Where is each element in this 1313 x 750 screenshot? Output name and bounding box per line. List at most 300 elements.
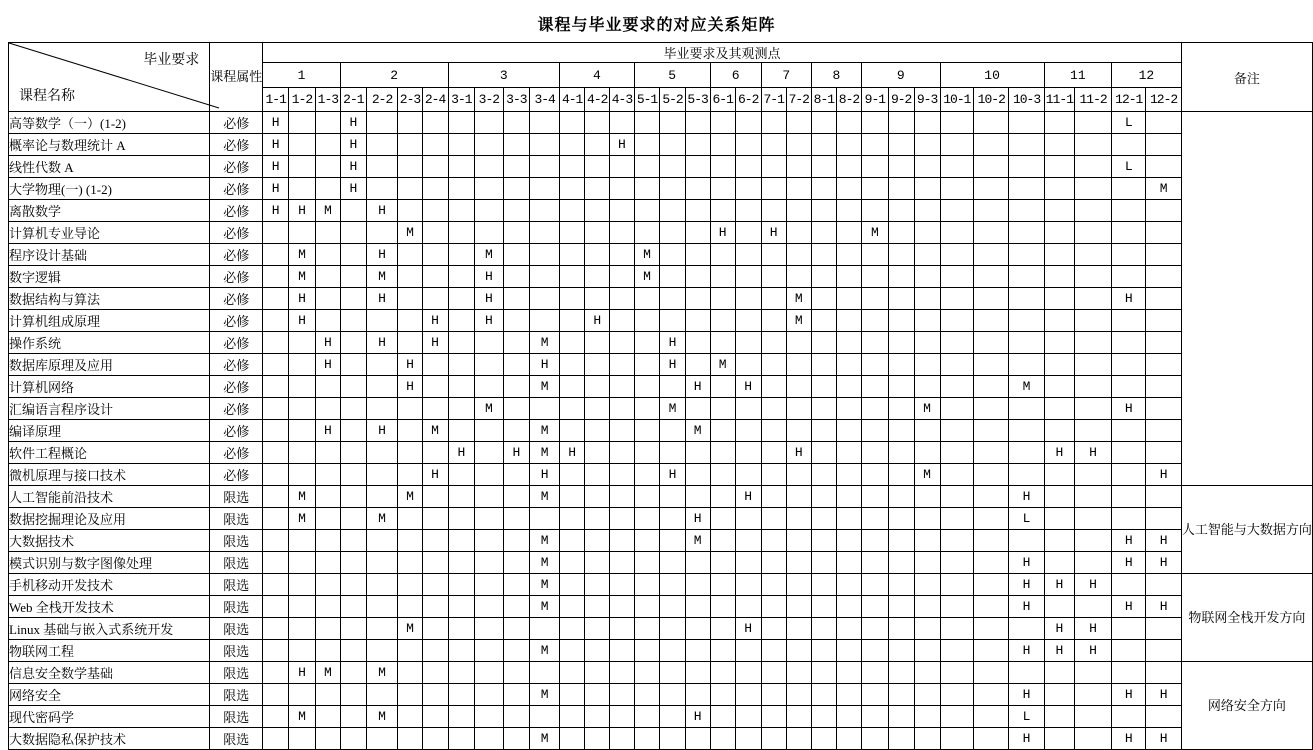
mark-cell — [888, 200, 914, 222]
mark-cell — [685, 486, 710, 508]
course-attr-cell: 必修 — [210, 112, 263, 134]
mark-cell — [735, 662, 761, 684]
mark-cell — [289, 530, 316, 552]
mark-cell — [685, 244, 710, 266]
mark-cell — [1075, 310, 1112, 332]
mark-cell — [1146, 508, 1181, 530]
group-header-cell: 2 — [340, 63, 448, 88]
mark-cell — [448, 112, 475, 134]
table-row — [9, 134, 1313, 156]
mark-cell: L — [1112, 156, 1146, 178]
mark-cell — [634, 222, 660, 244]
mark-cell — [888, 354, 914, 376]
mark-cell — [811, 266, 836, 288]
mark-cell — [634, 574, 660, 596]
table-row — [9, 420, 1313, 442]
mark-cell — [660, 442, 685, 464]
mark-cell — [974, 662, 1009, 684]
mark-cell — [315, 728, 340, 750]
page-title: 课程与毕业要求的对应关系矩阵 — [537, 17, 776, 34]
group-header-cell: 11 — [1044, 63, 1111, 88]
mark-cell — [735, 112, 761, 134]
mark-cell — [1044, 684, 1074, 706]
mark-cell — [289, 596, 316, 618]
mark-cell — [448, 596, 475, 618]
mark-cell — [610, 156, 634, 178]
mark-cell — [974, 244, 1009, 266]
mark-cell: M — [289, 266, 316, 288]
mark-cell — [315, 310, 340, 332]
subcol-header-cell: 4-3 — [610, 88, 634, 112]
mark-cell — [634, 332, 660, 354]
mark-cell — [1009, 288, 1044, 310]
mark-cell — [1075, 332, 1112, 354]
mark-cell — [503, 112, 530, 134]
mark-cell — [585, 178, 610, 200]
mark-cell — [862, 486, 889, 508]
mark-cell — [634, 640, 660, 662]
table-row — [9, 442, 1313, 464]
mark-cell — [940, 398, 974, 420]
mark-cell — [560, 706, 585, 728]
mark-cell — [530, 706, 560, 728]
mark-cell — [398, 200, 422, 222]
mark-cell — [836, 464, 861, 486]
mark-cell — [585, 574, 610, 596]
mark-cell: H — [422, 464, 448, 486]
mark-cell — [660, 222, 685, 244]
mark-cell — [398, 156, 422, 178]
mark-cell — [560, 530, 585, 552]
mark-cell — [340, 640, 366, 662]
mark-cell — [710, 420, 735, 442]
course-name-cell: 物联网工程 — [9, 640, 210, 662]
mark-cell — [315, 244, 340, 266]
mark-cell: H — [1044, 442, 1074, 464]
mark-cell — [836, 200, 861, 222]
mark-cell — [475, 332, 503, 354]
mark-cell — [503, 376, 530, 398]
mark-cell — [340, 442, 366, 464]
mark-cell — [811, 618, 836, 640]
mark-cell — [940, 178, 974, 200]
mark-cell — [610, 112, 634, 134]
table-row — [9, 398, 1313, 420]
mark-cell — [530, 200, 560, 222]
mark-cell — [1075, 178, 1112, 200]
mark-cell — [685, 574, 710, 596]
mark-cell — [974, 684, 1009, 706]
mark-cell — [448, 464, 475, 486]
mark-cell — [398, 420, 422, 442]
mark-cell — [585, 244, 610, 266]
mark-cell — [448, 618, 475, 640]
mark-cell — [811, 530, 836, 552]
mark-cell — [974, 552, 1009, 574]
subcol-header-cell: 7-2 — [786, 88, 811, 112]
mark-cell — [1146, 640, 1181, 662]
mark-cell — [862, 244, 889, 266]
mark-cell — [940, 706, 974, 728]
mark-cell — [634, 442, 660, 464]
mark-cell — [340, 332, 366, 354]
mark-cell — [503, 508, 530, 530]
subcol-header-cell: 5-1 — [634, 88, 660, 112]
mark-cell — [836, 486, 861, 508]
mark-cell — [836, 244, 861, 266]
mark-cell — [448, 310, 475, 332]
mark-cell: H — [530, 464, 560, 486]
table-row — [9, 288, 1313, 310]
mark-cell — [475, 596, 503, 618]
mark-cell — [366, 618, 398, 640]
mark-cell: H — [1146, 728, 1181, 750]
mark-cell — [660, 486, 685, 508]
mark-cell: L — [1009, 508, 1044, 530]
course-name-cell: 软件工程概论 — [9, 442, 210, 464]
course-attr-cell: 必修 — [210, 376, 263, 398]
mark-cell — [862, 508, 889, 530]
mark-cell: M — [862, 222, 889, 244]
course-attr-cell: 限选 — [210, 574, 263, 596]
mark-cell — [610, 596, 634, 618]
mark-cell — [974, 266, 1009, 288]
course-attr-cell: 必修 — [210, 332, 263, 354]
mark-cell: M — [398, 222, 422, 244]
mark-cell — [914, 288, 940, 310]
course-attr-cell: 必修 — [210, 354, 263, 376]
mark-cell — [530, 244, 560, 266]
mark-cell — [1146, 266, 1181, 288]
mark-cell — [1009, 662, 1044, 684]
mark-cell — [974, 354, 1009, 376]
mark-cell — [585, 332, 610, 354]
mark-cell: H — [503, 442, 530, 464]
course-attr-cell: 限选 — [210, 530, 263, 552]
mark-cell — [836, 178, 861, 200]
course-name-cell: 线性代数 A — [9, 156, 210, 178]
mark-cell — [315, 618, 340, 640]
group-header-cell: 10 — [940, 63, 1044, 88]
mark-cell — [735, 310, 761, 332]
mark-cell — [422, 596, 448, 618]
mark-cell — [660, 112, 685, 134]
mark-cell — [585, 508, 610, 530]
mark-cell — [289, 222, 316, 244]
mark-cell — [503, 398, 530, 420]
course-name-cell: 数据挖掘理论及应用 — [9, 508, 210, 530]
mark-cell — [610, 706, 634, 728]
table-row — [9, 684, 1313, 706]
mark-cell — [685, 640, 710, 662]
mark-cell — [289, 332, 316, 354]
mark-cell — [685, 354, 710, 376]
mark-cell — [914, 574, 940, 596]
mark-cell — [974, 134, 1009, 156]
mark-cell — [263, 266, 289, 288]
mark-cell — [914, 596, 940, 618]
table-row — [9, 596, 1313, 618]
mark-cell — [1112, 442, 1146, 464]
mark-cell — [1044, 596, 1074, 618]
mark-cell — [1146, 706, 1181, 728]
mark-cell — [660, 178, 685, 200]
mark-cell — [1009, 222, 1044, 244]
mark-cell — [685, 266, 710, 288]
course-name-cell: 计算机组成原理 — [9, 310, 210, 332]
mark-cell — [634, 354, 660, 376]
mark-cell — [1075, 486, 1112, 508]
mark-cell — [422, 178, 448, 200]
matrix-table — [8, 42, 1313, 750]
mark-cell — [862, 596, 889, 618]
mark-cell — [585, 442, 610, 464]
mark-cell — [448, 640, 475, 662]
mark-cell — [1075, 200, 1112, 222]
mark-cell — [475, 706, 503, 728]
mark-cell — [761, 420, 786, 442]
mark-cell — [560, 728, 585, 750]
table-row — [9, 574, 1313, 596]
mark-cell: H — [1009, 640, 1044, 662]
mark-cell — [811, 596, 836, 618]
mark-cell: H — [315, 354, 340, 376]
mark-cell — [974, 288, 1009, 310]
mark-cell — [862, 618, 889, 640]
mark-cell — [340, 662, 366, 684]
table-row — [9, 640, 1313, 662]
mark-cell — [735, 640, 761, 662]
mark-cell — [1146, 618, 1181, 640]
mark-cell — [560, 200, 585, 222]
mark-cell — [315, 222, 340, 244]
mark-cell — [398, 530, 422, 552]
mark-cell: H — [530, 354, 560, 376]
mark-cell — [862, 156, 889, 178]
mark-cell: H — [1009, 728, 1044, 750]
mark-cell — [585, 640, 610, 662]
mark-cell — [315, 552, 340, 574]
mark-cell — [610, 310, 634, 332]
mark-cell — [263, 244, 289, 266]
mark-cell — [398, 112, 422, 134]
mark-cell — [340, 464, 366, 486]
mark-cell — [366, 354, 398, 376]
mark-cell — [685, 112, 710, 134]
mark-cell — [340, 508, 366, 530]
group-header-cell: 3 — [448, 63, 560, 88]
mark-cell — [398, 134, 422, 156]
mark-cell — [289, 354, 316, 376]
mark-cell — [560, 464, 585, 486]
mark-cell: L — [1009, 706, 1044, 728]
mark-cell: M — [530, 596, 560, 618]
course-attr-cell: 必修 — [210, 464, 263, 486]
mark-cell — [448, 332, 475, 354]
mark-cell — [914, 266, 940, 288]
mark-cell — [475, 156, 503, 178]
mark-cell: M — [289, 486, 316, 508]
mark-cell — [263, 684, 289, 706]
mark-cell — [475, 486, 503, 508]
mark-cell: M — [366, 508, 398, 530]
subcol-header-cell: 9-2 — [888, 88, 914, 112]
mark-cell — [503, 266, 530, 288]
subcol-header-cell: 8-2 — [836, 88, 861, 112]
mark-cell — [735, 684, 761, 706]
mark-cell — [1044, 332, 1074, 354]
mark-cell — [398, 684, 422, 706]
mark-cell — [1146, 222, 1181, 244]
course-attr-cell: 必修 — [210, 134, 263, 156]
course-attr-cell: 限选 — [210, 640, 263, 662]
mark-cell — [836, 112, 861, 134]
mark-cell — [974, 200, 1009, 222]
table-row — [9, 354, 1313, 376]
mark-cell: L — [1112, 112, 1146, 134]
mark-cell — [503, 706, 530, 728]
mark-cell — [610, 574, 634, 596]
mark-cell — [735, 156, 761, 178]
mark-cell — [1044, 200, 1074, 222]
mark-cell — [422, 728, 448, 750]
mark-cell — [862, 574, 889, 596]
mark-cell: H — [289, 200, 316, 222]
mark-cell — [634, 728, 660, 750]
mark-cell — [503, 684, 530, 706]
mark-cell: H — [585, 310, 610, 332]
mark-cell: H — [263, 178, 289, 200]
mark-cell — [660, 376, 685, 398]
mark-cell — [811, 706, 836, 728]
mark-cell — [735, 420, 761, 442]
mark-cell — [862, 112, 889, 134]
mark-cell — [475, 134, 503, 156]
mark-cell — [1044, 530, 1074, 552]
mark-cell — [1009, 244, 1044, 266]
mark-cell — [1044, 112, 1074, 134]
mark-cell — [634, 618, 660, 640]
mark-cell — [340, 684, 366, 706]
mark-cell — [530, 266, 560, 288]
mark-cell — [836, 596, 861, 618]
mark-cell — [560, 112, 585, 134]
mark-cell — [263, 398, 289, 420]
mark-cell — [340, 310, 366, 332]
course-attr-cell: 限选 — [210, 706, 263, 728]
mark-cell: H — [315, 420, 340, 442]
mark-cell — [914, 640, 940, 662]
mark-cell — [634, 486, 660, 508]
mark-cell — [634, 398, 660, 420]
table-row — [9, 486, 1313, 508]
mark-cell — [685, 178, 710, 200]
mark-cell — [1146, 332, 1181, 354]
subcol-header-cell: 1-2 — [289, 88, 316, 112]
mark-cell — [448, 376, 475, 398]
mark-cell — [836, 684, 861, 706]
mark-cell — [1075, 134, 1112, 156]
remark-cell — [1181, 112, 1312, 486]
mark-cell: H — [366, 288, 398, 310]
mark-cell — [1075, 596, 1112, 618]
mark-cell: H — [1075, 442, 1112, 464]
course-name-cell: 高等数学（一）(1-2) — [9, 112, 210, 134]
mark-cell — [914, 552, 940, 574]
mark-cell — [610, 420, 634, 442]
mark-cell — [862, 200, 889, 222]
mark-cell — [914, 420, 940, 442]
mark-cell: M — [289, 706, 316, 728]
mark-cell — [710, 596, 735, 618]
mark-cell — [761, 398, 786, 420]
mark-cell — [710, 618, 735, 640]
mark-cell — [940, 464, 974, 486]
mark-cell: H — [735, 376, 761, 398]
mark-cell — [1009, 156, 1044, 178]
mark-cell — [940, 684, 974, 706]
mark-cell — [289, 728, 316, 750]
mark-cell — [366, 552, 398, 574]
mark-cell — [974, 706, 1009, 728]
mark-cell — [448, 200, 475, 222]
mark-cell — [366, 222, 398, 244]
table-row — [9, 464, 1313, 486]
mark-cell — [289, 420, 316, 442]
mark-cell: H — [1075, 618, 1112, 640]
mark-cell — [1146, 288, 1181, 310]
mark-cell — [836, 420, 861, 442]
table-row — [9, 530, 1313, 552]
mark-cell: H — [1112, 596, 1146, 618]
mark-cell — [289, 640, 316, 662]
mark-cell — [560, 222, 585, 244]
mark-cell — [888, 376, 914, 398]
mark-cell — [811, 662, 836, 684]
mark-cell — [315, 266, 340, 288]
mark-cell — [888, 728, 914, 750]
course-attr-cell: 必修 — [210, 244, 263, 266]
mark-cell — [914, 310, 940, 332]
mark-cell — [610, 354, 634, 376]
course-attr-cell: 必修 — [210, 288, 263, 310]
mark-cell — [735, 398, 761, 420]
mark-cell — [1112, 200, 1146, 222]
mark-cell — [366, 530, 398, 552]
mark-cell — [315, 442, 340, 464]
course-name-cell: 手机移动开发技术 — [9, 574, 210, 596]
mark-cell: H — [475, 266, 503, 288]
table-row — [9, 508, 1313, 530]
mark-cell — [503, 596, 530, 618]
mark-cell — [315, 508, 340, 530]
mark-cell — [811, 222, 836, 244]
mark-cell — [448, 178, 475, 200]
mark-cell — [862, 178, 889, 200]
mark-cell — [475, 200, 503, 222]
mark-cell — [398, 310, 422, 332]
mark-cell — [315, 288, 340, 310]
subcol-header-cell: 3-1 — [448, 88, 475, 112]
mark-cell — [735, 178, 761, 200]
mark-cell — [475, 662, 503, 684]
mark-cell — [560, 310, 585, 332]
mark-cell — [786, 398, 811, 420]
mark-cell: H — [289, 310, 316, 332]
course-attr-cell: 限选 — [210, 662, 263, 684]
mark-cell — [811, 354, 836, 376]
mark-cell — [811, 728, 836, 750]
